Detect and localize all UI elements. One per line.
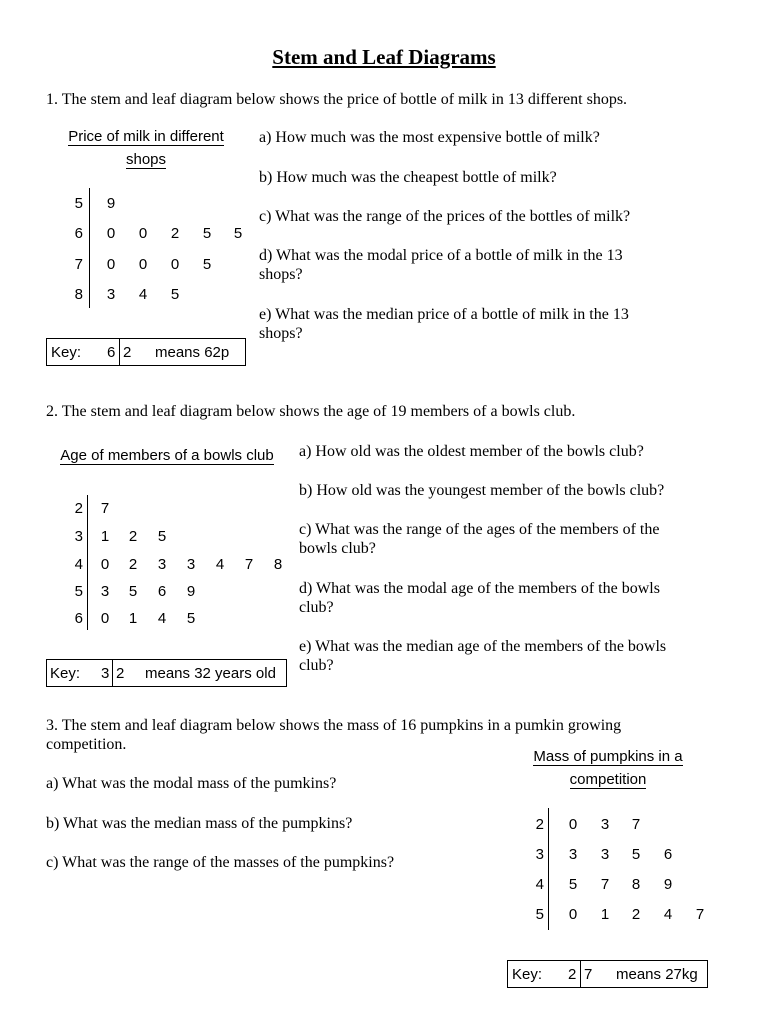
leaf: 1 [128, 610, 138, 627]
leaf: 9 [106, 195, 116, 212]
leaf: 5 [202, 225, 212, 242]
q3-intro-line1: 3. The stem and leaf diagram below shows the mass of 16 pumpkins in a pumkin growing [46, 717, 622, 734]
q2-question-a: a) How old was the oldest member of the bowls club? [299, 443, 644, 460]
stem: 5 [74, 195, 83, 212]
leaf: 5 [186, 610, 196, 627]
leaf: 5 [233, 225, 243, 242]
q2-diagram-title [52, 444, 282, 467]
leaf: 0 [100, 610, 110, 627]
q3-divider-line [548, 808, 549, 930]
leaf: 1 [600, 906, 610, 923]
q3-diagram-title-line1: Mass of pumpkins in a [533, 748, 683, 765]
leaf: 3 [186, 556, 196, 573]
q3-intro-line2: competition. [46, 736, 127, 753]
q2-question-e [299, 637, 666, 675]
leaf: 0 [568, 816, 578, 833]
key-leaf: 2 [123, 344, 132, 361]
q3-question-a: a) What was the modal mass of the pumkins? [46, 775, 337, 792]
leaf: 0 [106, 256, 116, 273]
leaf: 5 [631, 846, 641, 863]
q1-diagram-title-line1: Price of milk in different [68, 128, 224, 145]
key-stem: 3 [101, 665, 110, 682]
leaf: 0 [106, 225, 116, 242]
q1-diagram-title [50, 125, 242, 171]
q1-question-a: a) How much was the most expensive bottle of milk? [259, 129, 600, 146]
leaf: 5 [568, 876, 578, 893]
key-stem: 6 [107, 344, 116, 361]
q3-question-c: c) What was the range of the masses of the pumpkins? [46, 854, 395, 871]
q1-question-e [259, 305, 629, 343]
stem: 8 [74, 286, 83, 303]
leaf: 4 [663, 906, 673, 923]
leaf: 3 [157, 556, 167, 573]
q3-diagram-title [512, 745, 704, 791]
leaf: 0 [138, 256, 148, 273]
leaf: 9 [186, 583, 196, 600]
leaf: 2 [631, 906, 641, 923]
key-leaf: 7 [584, 966, 593, 983]
stem: 2 [74, 500, 83, 517]
q2-question-c-line1: c) What was the range of the ages of the members of the [299, 521, 660, 538]
q2-key-box [46, 659, 287, 687]
q2-question-d-line1: d) What was the modal age of the members of the bowls [299, 580, 660, 597]
q1-intro: 1. The stem and leaf diagram below shows the price of bottle of milk in 13 different shops. [46, 91, 628, 108]
stem: 5 [74, 583, 83, 600]
stem: 4 [535, 876, 544, 893]
q1-question-e-line1: e) What was the median price of a bottle of milk in the 13 [259, 306, 629, 323]
key-meaning: means 32 years old [145, 665, 276, 682]
q1-question-c: c) What was the range of the prices of the bottles of milk? [259, 208, 631, 225]
q2-question-e-line1: e) What was the median age of the members of the bowls [299, 638, 667, 655]
stem: 3 [535, 846, 544, 863]
q2-question-c-line2: bowls club? [299, 540, 376, 557]
leaf: 4 [138, 286, 148, 303]
leaf: 2 [128, 528, 138, 545]
q2-diagram-title-text: Age of members of a bowls club [60, 447, 274, 464]
q1-question-d-line2: shops? [259, 266, 303, 283]
leaf: 7 [244, 556, 254, 573]
leaf: 8 [273, 556, 283, 573]
q1-question-e-line2: shops? [259, 325, 303, 342]
key-label: Key: [512, 966, 543, 983]
key-divider [580, 961, 581, 987]
stem: 6 [74, 225, 83, 242]
key-label: Key: [50, 665, 81, 682]
leaf: 8 [631, 876, 641, 893]
q1-question-d-line1: d) What was the modal price of a bottle of milk in the 13 [259, 247, 623, 264]
q2-question-e-line2: club? [299, 657, 334, 674]
leaf: 6 [663, 846, 673, 863]
leaf: 3 [600, 846, 610, 863]
q2-question-d-line2: club? [299, 599, 334, 616]
key-meaning: means 62p [155, 344, 230, 361]
leaf: 4 [215, 556, 225, 573]
leaf: 7 [695, 906, 705, 923]
q2-question-c [299, 520, 659, 558]
q1-key-box [46, 338, 246, 366]
q3-diagram-title-line2: competition [569, 771, 647, 788]
q1-question-b: b) How much was the cheapest bottle of milk? [259, 169, 557, 186]
leaf: 3 [106, 286, 116, 303]
leaf: 2 [128, 556, 138, 573]
leaf: 5 [202, 256, 212, 273]
key-meaning: means 27kg [616, 966, 698, 983]
q2-question-d [299, 579, 660, 617]
leaf: 4 [157, 610, 167, 627]
q1-divider-line [89, 188, 90, 308]
page-title: Stem and Leaf Diagrams [272, 45, 496, 69]
leaf: 5 [157, 528, 167, 545]
stem: 7 [74, 256, 83, 273]
leaf: 0 [138, 225, 148, 242]
leaf: 5 [128, 583, 138, 600]
q1-diagram-title-line2: shops [125, 151, 167, 168]
stem: 5 [535, 906, 544, 923]
leaf: 3 [568, 846, 578, 863]
q3-key-box [507, 960, 708, 988]
key-divider [119, 339, 120, 365]
leaf: 7 [100, 500, 110, 517]
q2-question-b: b) How old was the youngest member of the bowls club? [299, 482, 665, 499]
leaf: 1 [100, 528, 110, 545]
leaf: 5 [170, 286, 180, 303]
leaf: 0 [170, 256, 180, 273]
q2-divider-line [87, 495, 88, 630]
leaf: 0 [100, 556, 110, 573]
leaf: 0 [568, 906, 578, 923]
stem: 6 [74, 610, 83, 627]
key-stem: 2 [568, 966, 577, 983]
leaf: 9 [663, 876, 673, 893]
leaf: 3 [600, 816, 610, 833]
stem: 4 [74, 556, 83, 573]
stem: 3 [74, 528, 83, 545]
key-label: Key: [51, 344, 82, 361]
q3-question-b: b) What was the median mass of the pumpkins? [46, 815, 353, 832]
leaf: 7 [631, 816, 641, 833]
q2-intro: 2. The stem and leaf diagram below shows the age of 19 members of a bowls club. [46, 403, 576, 420]
key-leaf: 2 [116, 665, 125, 682]
key-divider [112, 660, 113, 686]
leaf: 2 [170, 225, 180, 242]
leaf: 3 [100, 583, 110, 600]
stem: 2 [535, 816, 544, 833]
q1-question-d [259, 246, 623, 284]
leaf: 6 [157, 583, 167, 600]
leaf: 7 [600, 876, 610, 893]
